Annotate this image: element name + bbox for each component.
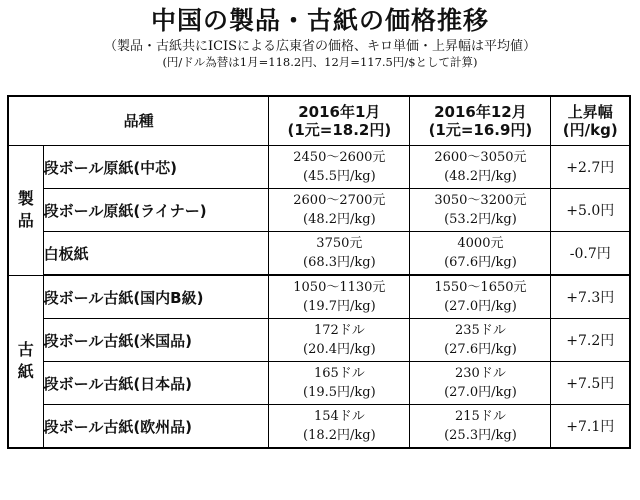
rise-value: +7.5円 — [551, 362, 630, 405]
price-dec-per-kg: (27.6円/kg) — [444, 342, 517, 357]
product-name: 段ボール古紙(国内B級) — [43, 275, 269, 319]
price-jan-per-kg: (48.2円/kg) — [303, 212, 376, 227]
rise-value: +7.2円 — [551, 319, 630, 362]
product-name: 段ボール古紙(欧州品) — [43, 405, 269, 449]
price-dec-cell — [410, 232, 551, 276]
product-name: 段ボール古紙(米国品) — [43, 319, 269, 362]
price-table — [7, 95, 631, 449]
document-header — [0, 0, 640, 70]
price-dec: 230ドル — [455, 366, 506, 381]
price-jan: 2450〜2600元 — [293, 150, 386, 165]
price-dec-per-kg: (27.0円/kg) — [444, 385, 517, 400]
price-dec: 3050〜3200元 — [434, 193, 527, 208]
price-jan: 2600〜2700元 — [293, 193, 386, 208]
price-jan-cell — [269, 232, 410, 276]
price-dec-cell — [410, 405, 551, 449]
table-row — [8, 319, 630, 362]
price-jan-cell — [269, 319, 410, 362]
price-jan: 165ドル — [313, 366, 365, 381]
header-dec-date: 2016年12月 — [434, 103, 527, 121]
price-dec: 1550〜1650元 — [434, 280, 527, 295]
table-row — [8, 275, 630, 319]
group-label: 古 紙 — [8, 275, 43, 448]
price-jan: 3750元 — [316, 236, 363, 251]
price-dec-cell — [410, 275, 551, 319]
table-row — [8, 362, 630, 405]
table-header-row — [8, 96, 630, 146]
exchange-rate-note: (円/ドル為替は1月=118.2円、12月=117.5円/$として計算) — [162, 55, 478, 69]
price-dec: 235ドル — [455, 323, 506, 338]
rise-value: +5.0円 — [551, 189, 630, 232]
header-jan — [269, 96, 410, 146]
header-jan-date: 2016年1月 — [298, 103, 381, 121]
header-rise-unit: (円/kg) — [562, 121, 618, 139]
document-title: 中国の製品・古紙の価格推移 — [150, 6, 489, 35]
header-item: 品種 — [8, 96, 269, 146]
price-jan: 172ドル — [313, 323, 365, 338]
group-label: 製 品 — [8, 146, 43, 276]
header-dec-rate: (1元=16.9円) — [428, 121, 533, 139]
price-dec: 4000元 — [457, 236, 504, 251]
header-rise — [551, 96, 630, 146]
price-dec-per-kg: (53.2円/kg) — [444, 212, 517, 227]
price-jan-cell — [269, 362, 410, 405]
header-jan-rate: (1元=18.2円) — [287, 121, 392, 139]
price-dec-cell — [410, 146, 551, 189]
price-jan-per-kg: (19.7円/kg) — [303, 299, 376, 314]
table-row — [8, 232, 630, 276]
product-name: 段ボール原紙(中芯) — [43, 146, 269, 189]
price-dec-cell — [410, 189, 551, 232]
price-dec-cell — [410, 319, 551, 362]
price-jan-per-kg: (68.3円/kg) — [303, 255, 376, 270]
price-jan-per-kg: (19.5円/kg) — [303, 385, 376, 400]
rise-value: -0.7円 — [551, 232, 630, 276]
rise-value: +2.7円 — [551, 146, 630, 189]
price-dec: 215ドル — [455, 409, 506, 424]
document-subtitle: （製品・古紙共にICISによる広東省の価格、キロ単価・上昇幅は平均値） — [103, 39, 537, 54]
price-jan-cell — [269, 275, 410, 319]
price-dec-per-kg: (48.2円/kg) — [444, 169, 517, 184]
product-name: 白板紙 — [43, 232, 269, 276]
price-jan: 154ドル — [313, 409, 365, 424]
header-rise-label: 上昇幅 — [567, 103, 613, 121]
price-jan-cell — [269, 146, 410, 189]
price-jan-cell — [269, 189, 410, 232]
product-name: 段ボール原紙(ライナー) — [43, 189, 269, 232]
table-row — [8, 405, 630, 449]
header-dec — [410, 96, 551, 146]
rise-value: +7.1円 — [551, 405, 630, 449]
price-dec-per-kg: (25.3円/kg) — [444, 428, 517, 443]
price-jan-cell — [269, 405, 410, 449]
price-dec: 2600〜3050元 — [434, 150, 527, 165]
rise-value: +7.3円 — [551, 275, 630, 319]
price-dec-per-kg: (67.6円/kg) — [444, 255, 517, 270]
price-dec-per-kg: (27.0円/kg) — [444, 299, 517, 314]
price-jan-per-kg: (20.4円/kg) — [303, 342, 376, 357]
price-jan-per-kg: (45.5円/kg) — [303, 169, 376, 184]
price-jan: 1050〜1130元 — [293, 280, 386, 295]
price-jan-per-kg: (18.2円/kg) — [303, 428, 376, 443]
product-name: 段ボール古紙(日本品) — [43, 362, 269, 405]
table-row — [8, 146, 630, 189]
table-row — [8, 189, 630, 232]
price-dec-cell — [410, 362, 551, 405]
